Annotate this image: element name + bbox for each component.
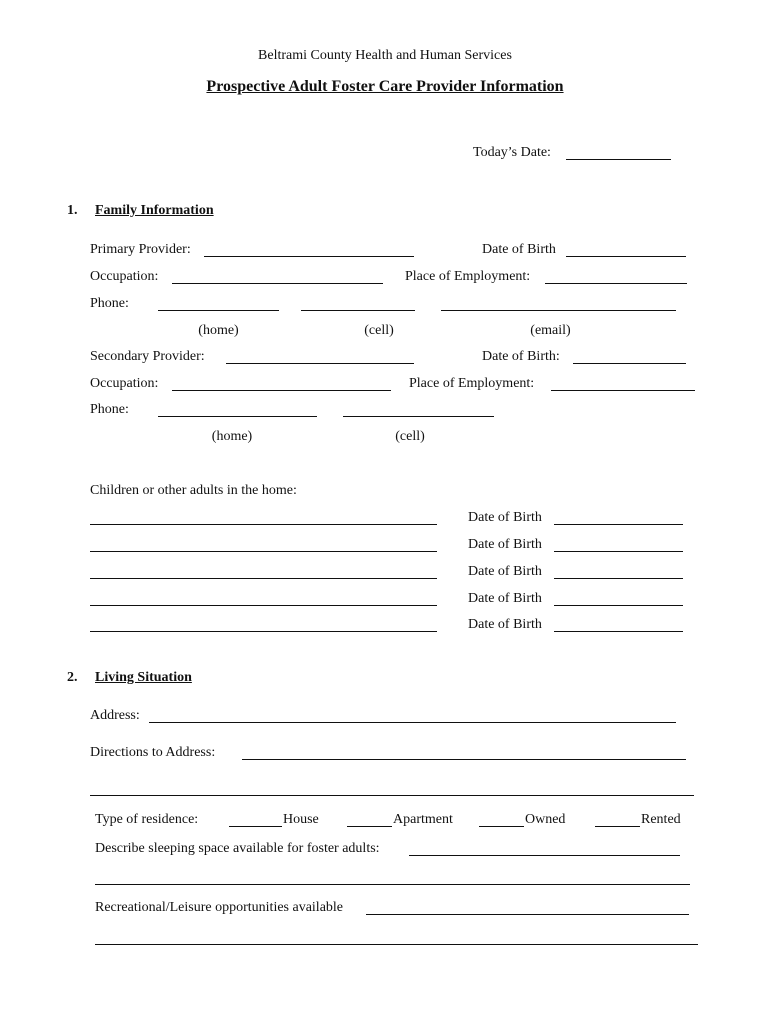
child-dob-field[interactable] [554,631,683,632]
secondary-dob-field[interactable] [573,363,686,364]
children-label: Children or other adults in the home: [90,483,297,498]
child-dob-label: Date of Birth [468,510,542,525]
child-name-field[interactable] [90,605,437,606]
secondary-provider-label: Secondary Provider: [90,349,205,364]
section-2-title: Living Situation [95,670,192,685]
child-dob-label: Date of Birth [468,591,542,606]
secondary-employment-label: Place of Employment: [409,376,535,391]
section-2-number: 2. [67,670,78,685]
primary-phone-label: Phone: [90,296,129,311]
primary-occupation-field[interactable] [172,283,383,284]
directions-field[interactable] [242,759,686,760]
residence-type-label: Type of residence: [95,812,199,827]
primary-email-caption: (email) [530,323,571,338]
address-label: Address: [90,708,140,723]
address-field[interactable] [149,722,676,723]
recreation-label: Recreational/Leisure opportunities available [95,900,344,915]
child-dob-label: Date of Birth [468,564,542,579]
sleeping-space-field-continued[interactable] [95,884,690,885]
form-title: Prospective Adult Foster Care Provider Information [206,78,564,95]
todays-date-label: Today’s Date: [473,145,551,160]
directions-field-continued[interactable] [90,795,694,796]
secondary-phone-label: Phone: [90,402,129,417]
child-name-field[interactable] [90,578,437,579]
house-checkbox-line[interactable] [229,826,282,827]
house-option-label: House [283,812,319,827]
recreation-field[interactable] [366,914,689,915]
primary-dob-label: Date of Birth [482,242,556,257]
primary-employment-label: Place of Employment: [405,269,531,284]
rented-checkbox-line[interactable] [595,826,640,827]
primary-home-caption: (home) [198,323,239,338]
owned-option-label: Owned [525,812,566,827]
child-name-field[interactable] [90,631,437,632]
apartment-option-label: Apartment [393,812,453,827]
child-name-field[interactable] [90,551,437,552]
todays-date-field[interactable] [566,159,671,160]
primary-email-field[interactable] [441,310,676,311]
secondary-home-phone-field[interactable] [158,416,317,417]
section-1-number: 1. [67,203,78,218]
primary-home-phone-field[interactable] [158,310,279,311]
owned-checkbox-line[interactable] [479,826,524,827]
directions-label: Directions to Address: [90,745,216,760]
recreation-field-continued[interactable] [95,944,698,945]
secondary-provider-field[interactable] [226,363,414,364]
primary-cell-caption: (cell) [364,323,394,338]
primary-dob-field[interactable] [566,256,686,257]
secondary-cell-phone-field[interactable] [343,416,494,417]
child-dob-field[interactable] [554,605,683,606]
primary-provider-field[interactable] [204,256,414,257]
child-dob-label: Date of Birth [468,617,542,632]
primary-provider-label: Primary Provider: [90,242,191,257]
secondary-employment-field[interactable] [551,390,695,391]
sleeping-space-label: Describe sleeping space available for foster adults: [95,841,380,856]
child-name-field[interactable] [90,524,437,525]
agency-name: Beltrami County Health and Human Services [258,48,512,63]
sleeping-space-field[interactable] [409,855,680,856]
secondary-occupation-field[interactable] [172,390,391,391]
secondary-cell-caption: (cell) [395,429,425,444]
secondary-home-caption: (home) [211,429,253,444]
primary-occupation-label: Occupation: [90,269,159,284]
secondary-dob-label: Date of Birth: [482,349,560,364]
child-dob-field[interactable] [554,551,683,552]
section-1-title: Family Information [95,203,214,218]
child-dob-field[interactable] [554,524,683,525]
rented-option-label: Rented [641,812,681,827]
apartment-checkbox-line[interactable] [347,826,392,827]
primary-cell-phone-field[interactable] [301,310,415,311]
child-dob-field[interactable] [554,578,683,579]
child-dob-label: Date of Birth [468,537,542,552]
secondary-occupation-label: Occupation: [90,376,159,391]
primary-employment-field[interactable] [545,283,687,284]
